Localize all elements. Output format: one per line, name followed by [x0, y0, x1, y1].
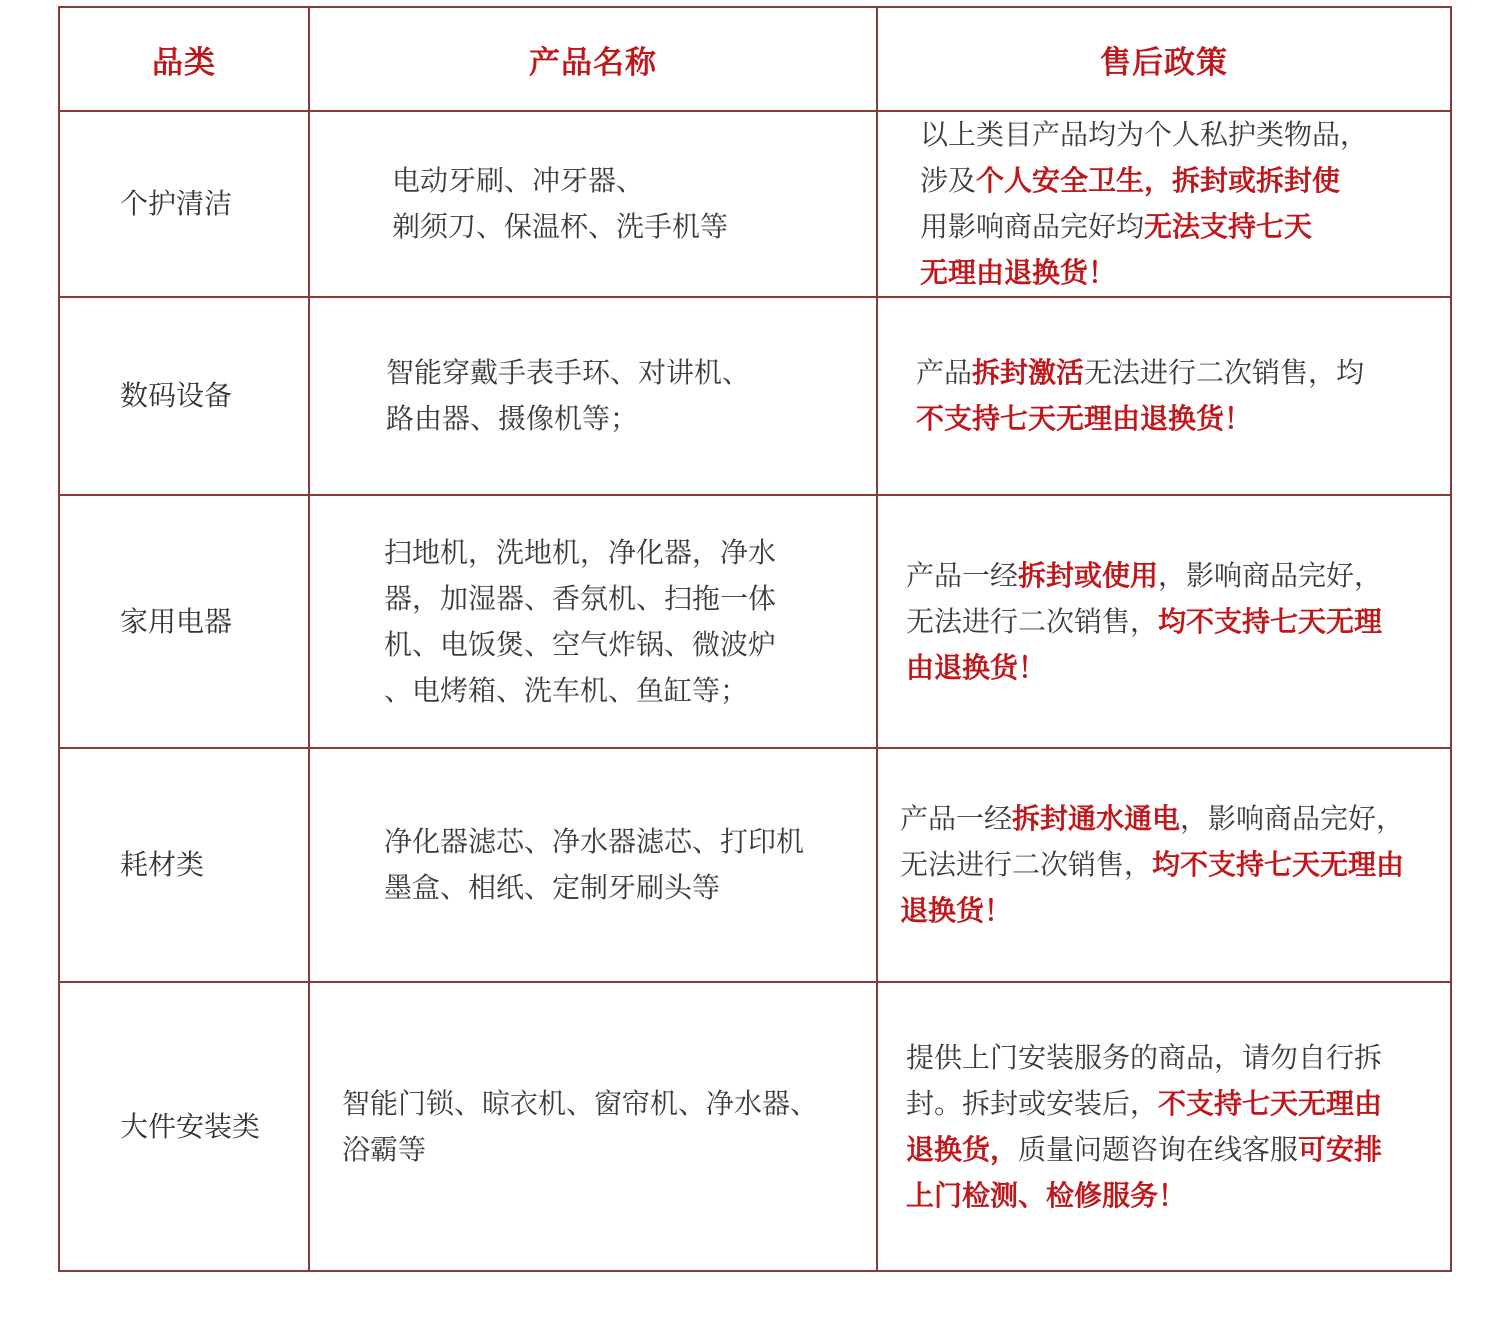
policy-line [916, 396, 1450, 442]
policy-cell [877, 748, 1451, 982]
policy-segment: ，影响商品完好， [1180, 802, 1405, 835]
product-cell [309, 982, 877, 1271]
category-label: 大件安装类 [120, 1109, 261, 1143]
policy-cell [877, 297, 1451, 495]
policy-highlight: 均不支持七天无理由 [1152, 848, 1405, 881]
policy-segment: 以上类目产品均为个人私护类物品， [920, 118, 1369, 151]
product-line: 墨盒、相纸、定制牙刷头等 [384, 871, 721, 904]
policy-highlight: 拆封或使用 [1018, 558, 1159, 592]
policy-segment: 产品 [916, 356, 973, 389]
table-row [59, 111, 1451, 297]
policy-line [906, 553, 1450, 599]
product-line: 机、电饭煲、空气炸锅、微波炉 [384, 627, 777, 661]
product-line: 剃须刀、保温杯、洗手机等 [392, 210, 729, 243]
policy-highlight: 无法支持七天 [1144, 210, 1313, 243]
policy-line [920, 112, 1450, 158]
product-list [310, 1081, 876, 1173]
table-row [59, 297, 1451, 495]
policy-highlight: 无理由退换货！ [920, 256, 1117, 289]
policy-text [878, 796, 1450, 934]
policy-highlight: 个人安全卫生，拆封或拆封使 [976, 164, 1341, 197]
product-line: 扫地机，洗地机，净化器，净水 [384, 535, 777, 569]
product-line: 智能门锁、晾衣机、窗帘机、净水器、 [342, 1086, 819, 1120]
policy-text [878, 112, 1450, 296]
policy-line [906, 1035, 1450, 1081]
policy-highlight: 拆封通水通电 [1012, 802, 1181, 835]
policy-text [878, 350, 1450, 442]
product-list [310, 158, 876, 250]
product-line: 器，加湿器、香氛机、扫拖一体 [384, 581, 777, 615]
policy-line [906, 599, 1450, 645]
policy-line [900, 842, 1450, 888]
policy-segment: 无法进行二次销售， [900, 848, 1153, 881]
policy-cell [877, 982, 1451, 1271]
policy-highlight: 不支持七天无理由 [1158, 1086, 1383, 1120]
category-label: 个护清洁 [120, 187, 233, 220]
policy-line [906, 1081, 1450, 1127]
policy-cell [877, 111, 1451, 297]
product-cell [309, 495, 877, 748]
policy-line [916, 350, 1450, 396]
product-line: 路由器、摄像机等； [386, 402, 639, 435]
product-cell [309, 111, 877, 297]
policy-highlight: 退换货！ [900, 894, 1013, 927]
policy-highlight: 上门检测、检修服务！ [906, 1178, 1187, 1212]
product-cell [309, 297, 877, 495]
category-cell [59, 495, 309, 748]
policy-line [920, 250, 1450, 296]
policy-segment: 提供上门安装服务的商品，请勿自行拆 [906, 1040, 1383, 1074]
policy-text [878, 1035, 1450, 1219]
header-category: 品类 [59, 7, 309, 111]
product-cell [309, 748, 877, 982]
category-label: 家用电器 [120, 604, 233, 638]
policy-segment: ，影响商品完好， [1158, 558, 1383, 592]
product-list [310, 350, 876, 442]
table-row [59, 748, 1451, 982]
policy-highlight: 不支持七天无理由退换货！ [916, 402, 1253, 435]
table-header-row [59, 7, 1451, 111]
policy-line [920, 158, 1450, 204]
policy-highlight: 可安排 [1298, 1132, 1383, 1166]
category-cell [59, 297, 309, 495]
policy-highlight: 退换货， [906, 1132, 1019, 1166]
policy-segment: 涉及 [920, 164, 977, 197]
category-cell [59, 982, 309, 1271]
category-cell [59, 748, 309, 982]
policy-line [906, 1127, 1450, 1173]
product-line: 浴霸等 [342, 1132, 427, 1166]
product-line: 智能穿戴手表手环、对讲机、 [386, 356, 751, 389]
policy-highlight: 均不支持七天无理 [1158, 604, 1383, 638]
policy-line [906, 1173, 1450, 1219]
policy-line [900, 796, 1450, 842]
product-list [310, 819, 876, 911]
category-cell [59, 111, 309, 297]
policy-highlight: 拆封激活 [972, 356, 1085, 389]
policy-segment: 无法进行二次销售，均 [1084, 356, 1365, 389]
header-after-sales-policy: 售后政策 [877, 7, 1451, 111]
header-product-name: 产品名称 [309, 7, 877, 111]
policy-segment: 封。拆封或安装后， [906, 1086, 1159, 1120]
policy-line [920, 204, 1450, 250]
category-label: 数码设备 [120, 379, 233, 412]
product-list [310, 530, 876, 714]
table-row [59, 495, 1451, 748]
policy-line [906, 645, 1450, 691]
policy-highlight: 由退换货！ [906, 650, 1047, 684]
policy-text [878, 553, 1450, 691]
category-label: 耗材类 [120, 848, 205, 881]
policy-segment: 产品一经 [900, 802, 1013, 835]
product-line: 电动牙刷、冲牙器、 [392, 164, 645, 197]
after-sales-policy-table [58, 6, 1452, 1272]
product-line: 净化器滤芯、净水器滤芯、打印机 [384, 825, 805, 858]
policy-segment: 产品一经 [906, 558, 1019, 592]
table-row [59, 982, 1451, 1271]
policy-cell [877, 495, 1451, 748]
policy-segment: 无法进行二次销售， [906, 604, 1159, 638]
product-line: 、电烤箱、洗车机、鱼缸等； [384, 673, 749, 707]
policy-segment: 用影响商品完好均 [920, 210, 1145, 243]
policy-line [900, 888, 1450, 934]
policy-segment: 质量问题咨询在线客服 [1018, 1132, 1299, 1166]
